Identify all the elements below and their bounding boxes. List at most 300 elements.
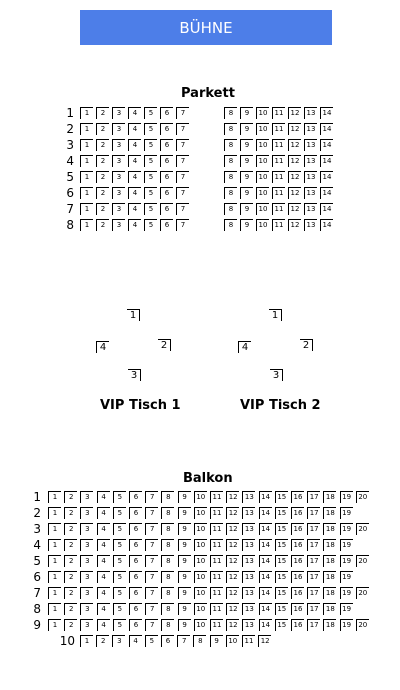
balkon-seat[interactable] bbox=[113, 507, 126, 519]
balkon-seat[interactable] bbox=[194, 491, 207, 503]
parkett-seat[interactable] bbox=[224, 123, 237, 135]
parkett-seat[interactable] bbox=[128, 203, 141, 215]
parkett-seat[interactable] bbox=[80, 123, 93, 135]
balkon-seat[interactable] bbox=[113, 555, 126, 567]
balkon-seat[interactable] bbox=[194, 571, 207, 583]
parkett-seat[interactable] bbox=[272, 203, 285, 215]
parkett-seat[interactable] bbox=[304, 123, 317, 135]
balkon-seat[interactable] bbox=[226, 507, 239, 519]
balkon-seat[interactable] bbox=[275, 523, 288, 535]
balkon-seat[interactable] bbox=[97, 507, 110, 519]
parkett-seat[interactable] bbox=[112, 219, 125, 231]
parkett-seat[interactable] bbox=[144, 203, 157, 215]
balkon-seat[interactable] bbox=[161, 603, 174, 615]
balkon-seat[interactable] bbox=[64, 603, 77, 615]
balkon-seat[interactable] bbox=[226, 619, 239, 631]
parkett-seat[interactable] bbox=[288, 171, 301, 183]
parkett-seat[interactable] bbox=[144, 139, 157, 151]
balkon-seat[interactable] bbox=[193, 635, 206, 647]
parkett-seat[interactable] bbox=[128, 139, 141, 151]
balkon-seat[interactable] bbox=[323, 491, 336, 503]
balkon-seat[interactable] bbox=[323, 555, 336, 567]
balkon-seat[interactable] bbox=[323, 539, 336, 551]
parkett-seat[interactable] bbox=[128, 187, 141, 199]
parkett-seat[interactable] bbox=[224, 187, 237, 199]
vip-seat[interactable]: 3 bbox=[128, 369, 141, 381]
balkon-seat[interactable] bbox=[323, 587, 336, 599]
balkon-seat[interactable] bbox=[242, 619, 255, 631]
balkon-seat[interactable] bbox=[96, 635, 109, 647]
parkett-seat[interactable] bbox=[80, 107, 93, 119]
balkon-seat[interactable] bbox=[194, 587, 207, 599]
balkon-seat[interactable] bbox=[113, 619, 126, 631]
balkon-seat[interactable] bbox=[210, 523, 223, 535]
balkon-seat[interactable] bbox=[64, 571, 77, 583]
balkon-seat[interactable] bbox=[259, 555, 272, 567]
balkon-seat[interactable] bbox=[307, 587, 320, 599]
parkett-seat[interactable] bbox=[288, 155, 301, 167]
balkon-seat[interactable] bbox=[48, 587, 61, 599]
parkett-seat[interactable] bbox=[320, 219, 333, 231]
balkon-seat[interactable] bbox=[145, 491, 158, 503]
balkon-seat[interactable] bbox=[323, 571, 336, 583]
parkett-seat[interactable] bbox=[128, 219, 141, 231]
balkon-seat[interactable] bbox=[210, 539, 223, 551]
balkon-seat[interactable] bbox=[210, 555, 223, 567]
parkett-seat[interactable] bbox=[256, 123, 269, 135]
parkett-seat[interactable] bbox=[144, 219, 157, 231]
parkett-seat[interactable] bbox=[288, 107, 301, 119]
balkon-seat[interactable] bbox=[259, 491, 272, 503]
balkon-seat[interactable] bbox=[259, 539, 272, 551]
parkett-seat[interactable] bbox=[112, 123, 125, 135]
balkon-seat[interactable] bbox=[64, 523, 77, 535]
parkett-seat[interactable] bbox=[240, 123, 253, 135]
balkon-seat[interactable] bbox=[275, 539, 288, 551]
parkett-seat[interactable] bbox=[160, 171, 173, 183]
balkon-seat[interactable] bbox=[178, 571, 191, 583]
balkon-seat[interactable] bbox=[259, 619, 272, 631]
balkon-seat[interactable] bbox=[113, 571, 126, 583]
parkett-seat[interactable] bbox=[144, 107, 157, 119]
balkon-seat[interactable] bbox=[129, 635, 142, 647]
balkon-seat[interactable] bbox=[291, 555, 304, 567]
parkett-seat[interactable] bbox=[96, 171, 109, 183]
balkon-seat[interactable] bbox=[356, 555, 369, 567]
balkon-seat[interactable] bbox=[307, 491, 320, 503]
balkon-seat[interactable] bbox=[145, 587, 158, 599]
balkon-seat[interactable] bbox=[145, 603, 158, 615]
balkon-seat[interactable] bbox=[194, 507, 207, 519]
balkon-seat[interactable] bbox=[226, 571, 239, 583]
parkett-seat[interactable] bbox=[256, 219, 269, 231]
balkon-seat[interactable] bbox=[145, 507, 158, 519]
balkon-seat[interactable] bbox=[80, 635, 93, 647]
parkett-seat[interactable] bbox=[272, 187, 285, 199]
vip-seat[interactable]: 2 bbox=[300, 339, 313, 351]
balkon-seat[interactable] bbox=[291, 539, 304, 551]
balkon-seat[interactable] bbox=[80, 507, 93, 519]
parkett-seat[interactable] bbox=[80, 155, 93, 167]
balkon-seat[interactable] bbox=[64, 507, 77, 519]
balkon-seat[interactable] bbox=[129, 571, 142, 583]
balkon-seat[interactable] bbox=[291, 619, 304, 631]
parkett-seat[interactable] bbox=[160, 187, 173, 199]
parkett-seat[interactable] bbox=[160, 123, 173, 135]
parkett-seat[interactable] bbox=[320, 139, 333, 151]
balkon-seat[interactable] bbox=[194, 619, 207, 631]
balkon-seat[interactable] bbox=[323, 507, 336, 519]
balkon-seat[interactable] bbox=[340, 619, 353, 631]
balkon-seat[interactable] bbox=[291, 491, 304, 503]
parkett-seat[interactable] bbox=[288, 203, 301, 215]
balkon-seat[interactable] bbox=[242, 539, 255, 551]
parkett-seat[interactable] bbox=[96, 219, 109, 231]
balkon-seat[interactable] bbox=[129, 523, 142, 535]
parkett-seat[interactable] bbox=[272, 219, 285, 231]
parkett-seat[interactable] bbox=[80, 203, 93, 215]
balkon-seat[interactable] bbox=[161, 507, 174, 519]
balkon-seat[interactable] bbox=[210, 635, 223, 647]
balkon-seat[interactable] bbox=[356, 523, 369, 535]
parkett-seat[interactable] bbox=[272, 107, 285, 119]
parkett-seat[interactable] bbox=[320, 123, 333, 135]
balkon-seat[interactable] bbox=[97, 619, 110, 631]
balkon-seat[interactable] bbox=[80, 491, 93, 503]
balkon-seat[interactable] bbox=[80, 555, 93, 567]
balkon-seat[interactable] bbox=[64, 587, 77, 599]
parkett-seat[interactable] bbox=[240, 171, 253, 183]
balkon-seat[interactable] bbox=[291, 571, 304, 583]
balkon-seat[interactable] bbox=[178, 539, 191, 551]
balkon-seat[interactable] bbox=[64, 539, 77, 551]
balkon-seat[interactable] bbox=[161, 587, 174, 599]
balkon-seat[interactable] bbox=[48, 603, 61, 615]
parkett-seat[interactable] bbox=[96, 123, 109, 135]
balkon-seat[interactable] bbox=[113, 491, 126, 503]
parkett-seat[interactable] bbox=[256, 107, 269, 119]
balkon-seat[interactable] bbox=[226, 523, 239, 535]
parkett-seat[interactable] bbox=[176, 155, 189, 167]
balkon-seat[interactable] bbox=[307, 539, 320, 551]
balkon-seat[interactable] bbox=[242, 523, 255, 535]
balkon-seat[interactable] bbox=[340, 603, 353, 615]
parkett-seat[interactable] bbox=[176, 107, 189, 119]
balkon-seat[interactable] bbox=[80, 603, 93, 615]
parkett-seat[interactable] bbox=[80, 171, 93, 183]
vip-seat[interactable]: 3 bbox=[270, 369, 283, 381]
parkett-seat[interactable] bbox=[176, 203, 189, 215]
balkon-seat[interactable] bbox=[161, 635, 174, 647]
parkett-seat[interactable] bbox=[272, 171, 285, 183]
balkon-seat[interactable] bbox=[307, 571, 320, 583]
parkett-seat[interactable] bbox=[224, 107, 237, 119]
parkett-seat[interactable] bbox=[304, 155, 317, 167]
balkon-seat[interactable] bbox=[291, 603, 304, 615]
balkon-seat[interactable] bbox=[226, 603, 239, 615]
balkon-seat[interactable] bbox=[356, 587, 369, 599]
balkon-seat[interactable] bbox=[161, 619, 174, 631]
balkon-seat[interactable] bbox=[323, 603, 336, 615]
balkon-seat[interactable] bbox=[48, 619, 61, 631]
parkett-seat[interactable] bbox=[288, 219, 301, 231]
balkon-seat[interactable] bbox=[258, 635, 271, 647]
balkon-seat[interactable] bbox=[259, 587, 272, 599]
parkett-seat[interactable] bbox=[144, 123, 157, 135]
balkon-seat[interactable] bbox=[242, 571, 255, 583]
balkon-seat[interactable] bbox=[242, 603, 255, 615]
balkon-seat[interactable] bbox=[242, 635, 255, 647]
parkett-seat[interactable] bbox=[128, 155, 141, 167]
parkett-seat[interactable] bbox=[112, 139, 125, 151]
balkon-seat[interactable] bbox=[259, 523, 272, 535]
balkon-seat[interactable] bbox=[226, 635, 239, 647]
balkon-seat[interactable] bbox=[80, 523, 93, 535]
balkon-seat[interactable] bbox=[291, 507, 304, 519]
balkon-seat[interactable] bbox=[145, 523, 158, 535]
balkon-seat[interactable] bbox=[259, 571, 272, 583]
balkon-seat[interactable] bbox=[210, 491, 223, 503]
balkon-seat[interactable] bbox=[340, 491, 353, 503]
balkon-seat[interactable] bbox=[145, 555, 158, 567]
parkett-seat[interactable] bbox=[96, 203, 109, 215]
balkon-seat[interactable] bbox=[48, 555, 61, 567]
balkon-seat[interactable] bbox=[129, 555, 142, 567]
parkett-seat[interactable] bbox=[240, 107, 253, 119]
balkon-seat[interactable] bbox=[275, 619, 288, 631]
balkon-seat[interactable] bbox=[97, 491, 110, 503]
parkett-seat[interactable] bbox=[288, 139, 301, 151]
parkett-seat[interactable] bbox=[240, 139, 253, 151]
balkon-seat[interactable] bbox=[97, 555, 110, 567]
balkon-seat[interactable] bbox=[178, 507, 191, 519]
balkon-seat[interactable] bbox=[356, 491, 369, 503]
parkett-seat[interactable] bbox=[320, 187, 333, 199]
balkon-seat[interactable] bbox=[129, 491, 142, 503]
balkon-seat[interactable] bbox=[178, 619, 191, 631]
balkon-seat[interactable] bbox=[210, 587, 223, 599]
parkett-seat[interactable] bbox=[256, 203, 269, 215]
balkon-seat[interactable] bbox=[113, 603, 126, 615]
parkett-seat[interactable] bbox=[176, 139, 189, 151]
balkon-seat[interactable] bbox=[97, 603, 110, 615]
parkett-seat[interactable] bbox=[160, 155, 173, 167]
balkon-seat[interactable] bbox=[161, 539, 174, 551]
balkon-seat[interactable] bbox=[275, 555, 288, 567]
balkon-seat[interactable] bbox=[194, 603, 207, 615]
parkett-seat[interactable] bbox=[240, 187, 253, 199]
parkett-seat[interactable] bbox=[112, 107, 125, 119]
parkett-seat[interactable] bbox=[304, 187, 317, 199]
balkon-seat[interactable] bbox=[340, 523, 353, 535]
parkett-seat[interactable] bbox=[224, 171, 237, 183]
balkon-seat[interactable] bbox=[145, 539, 158, 551]
balkon-seat[interactable] bbox=[356, 619, 369, 631]
balkon-seat[interactable] bbox=[242, 555, 255, 567]
balkon-seat[interactable] bbox=[97, 587, 110, 599]
balkon-seat[interactable] bbox=[291, 523, 304, 535]
parkett-seat[interactable] bbox=[80, 139, 93, 151]
parkett-seat[interactable] bbox=[176, 171, 189, 183]
balkon-seat[interactable] bbox=[275, 491, 288, 503]
parkett-seat[interactable] bbox=[320, 171, 333, 183]
balkon-seat[interactable] bbox=[226, 555, 239, 567]
parkett-seat[interactable] bbox=[176, 123, 189, 135]
parkett-seat[interactable] bbox=[96, 155, 109, 167]
balkon-seat[interactable] bbox=[210, 603, 223, 615]
balkon-seat[interactable] bbox=[178, 587, 191, 599]
balkon-seat[interactable] bbox=[226, 491, 239, 503]
balkon-seat[interactable] bbox=[129, 539, 142, 551]
parkett-seat[interactable] bbox=[224, 219, 237, 231]
parkett-seat[interactable] bbox=[320, 107, 333, 119]
balkon-seat[interactable] bbox=[64, 555, 77, 567]
balkon-seat[interactable] bbox=[242, 587, 255, 599]
parkett-seat[interactable] bbox=[304, 203, 317, 215]
balkon-seat[interactable] bbox=[340, 555, 353, 567]
balkon-seat[interactable] bbox=[129, 603, 142, 615]
parkett-seat[interactable] bbox=[288, 123, 301, 135]
balkon-seat[interactable] bbox=[129, 587, 142, 599]
balkon-seat[interactable] bbox=[129, 507, 142, 519]
balkon-seat[interactable] bbox=[242, 491, 255, 503]
parkett-seat[interactable] bbox=[272, 155, 285, 167]
parkett-seat[interactable] bbox=[256, 187, 269, 199]
parkett-seat[interactable] bbox=[224, 139, 237, 151]
balkon-seat[interactable] bbox=[178, 523, 191, 535]
parkett-seat[interactable] bbox=[256, 155, 269, 167]
parkett-seat[interactable] bbox=[80, 187, 93, 199]
balkon-seat[interactable] bbox=[194, 523, 207, 535]
vip-seat[interactable]: 1 bbox=[269, 309, 282, 321]
balkon-seat[interactable] bbox=[340, 507, 353, 519]
balkon-seat[interactable] bbox=[113, 587, 126, 599]
balkon-seat[interactable] bbox=[307, 507, 320, 519]
balkon-seat[interactable] bbox=[80, 539, 93, 551]
balkon-seat[interactable] bbox=[340, 587, 353, 599]
parkett-seat[interactable] bbox=[272, 123, 285, 135]
balkon-seat[interactable] bbox=[340, 539, 353, 551]
vip-seat[interactable]: 1 bbox=[127, 309, 140, 321]
balkon-seat[interactable] bbox=[48, 539, 61, 551]
parkett-seat[interactable] bbox=[96, 139, 109, 151]
parkett-seat[interactable] bbox=[160, 203, 173, 215]
balkon-seat[interactable] bbox=[194, 555, 207, 567]
balkon-seat[interactable] bbox=[145, 619, 158, 631]
balkon-seat[interactable] bbox=[275, 507, 288, 519]
balkon-seat[interactable] bbox=[161, 523, 174, 535]
balkon-seat[interactable] bbox=[275, 587, 288, 599]
parkett-seat[interactable] bbox=[224, 203, 237, 215]
balkon-seat[interactable] bbox=[307, 619, 320, 631]
balkon-seat[interactable] bbox=[113, 539, 126, 551]
balkon-seat[interactable] bbox=[48, 507, 61, 519]
parkett-seat[interactable] bbox=[112, 187, 125, 199]
balkon-seat[interactable] bbox=[275, 571, 288, 583]
balkon-seat[interactable] bbox=[226, 587, 239, 599]
parkett-seat[interactable] bbox=[320, 203, 333, 215]
balkon-seat[interactable] bbox=[323, 619, 336, 631]
balkon-seat[interactable] bbox=[48, 571, 61, 583]
balkon-seat[interactable] bbox=[97, 523, 110, 535]
balkon-seat[interactable] bbox=[129, 619, 142, 631]
balkon-seat[interactable] bbox=[64, 491, 77, 503]
parkett-seat[interactable] bbox=[144, 155, 157, 167]
parkett-seat[interactable] bbox=[304, 139, 317, 151]
balkon-seat[interactable] bbox=[323, 523, 336, 535]
parkett-seat[interactable] bbox=[80, 219, 93, 231]
parkett-seat[interactable] bbox=[176, 187, 189, 199]
balkon-seat[interactable] bbox=[161, 491, 174, 503]
parkett-seat[interactable] bbox=[128, 171, 141, 183]
balkon-seat[interactable] bbox=[210, 571, 223, 583]
balkon-seat[interactable] bbox=[80, 571, 93, 583]
balkon-seat[interactable] bbox=[259, 507, 272, 519]
balkon-seat[interactable] bbox=[80, 619, 93, 631]
balkon-seat[interactable] bbox=[48, 491, 61, 503]
balkon-seat[interactable] bbox=[177, 635, 190, 647]
parkett-seat[interactable] bbox=[288, 187, 301, 199]
balkon-seat[interactable] bbox=[242, 507, 255, 519]
balkon-seat[interactable] bbox=[210, 507, 223, 519]
balkon-seat[interactable] bbox=[48, 523, 61, 535]
parkett-seat[interactable] bbox=[176, 219, 189, 231]
parkett-seat[interactable] bbox=[160, 219, 173, 231]
balkon-seat[interactable] bbox=[145, 635, 158, 647]
parkett-seat[interactable] bbox=[240, 203, 253, 215]
parkett-seat[interactable] bbox=[320, 155, 333, 167]
balkon-seat[interactable] bbox=[226, 539, 239, 551]
parkett-seat[interactable] bbox=[240, 155, 253, 167]
parkett-seat[interactable] bbox=[144, 171, 157, 183]
balkon-seat[interactable] bbox=[80, 587, 93, 599]
balkon-seat[interactable] bbox=[178, 555, 191, 567]
parkett-seat[interactable] bbox=[304, 171, 317, 183]
balkon-seat[interactable] bbox=[210, 619, 223, 631]
balkon-seat[interactable] bbox=[259, 603, 272, 615]
balkon-seat[interactable] bbox=[194, 539, 207, 551]
balkon-seat[interactable] bbox=[145, 571, 158, 583]
vip-seat[interactable]: 2 bbox=[158, 339, 171, 351]
balkon-seat[interactable] bbox=[112, 635, 125, 647]
balkon-seat[interactable] bbox=[340, 571, 353, 583]
balkon-seat[interactable] bbox=[291, 587, 304, 599]
balkon-seat[interactable] bbox=[275, 603, 288, 615]
parkett-seat[interactable] bbox=[272, 139, 285, 151]
balkon-seat[interactable] bbox=[307, 555, 320, 567]
balkon-seat[interactable] bbox=[97, 539, 110, 551]
parkett-seat[interactable] bbox=[160, 107, 173, 119]
parkett-seat[interactable] bbox=[256, 171, 269, 183]
parkett-seat[interactable] bbox=[96, 187, 109, 199]
balkon-seat[interactable] bbox=[113, 523, 126, 535]
parkett-seat[interactable] bbox=[304, 107, 317, 119]
parkett-seat[interactable] bbox=[96, 107, 109, 119]
balkon-seat[interactable] bbox=[178, 603, 191, 615]
parkett-seat[interactable] bbox=[224, 155, 237, 167]
parkett-seat[interactable] bbox=[144, 187, 157, 199]
parkett-seat[interactable] bbox=[128, 123, 141, 135]
balkon-seat[interactable] bbox=[178, 491, 191, 503]
parkett-seat[interactable] bbox=[240, 219, 253, 231]
parkett-seat[interactable] bbox=[256, 139, 269, 151]
parkett-seat[interactable] bbox=[112, 203, 125, 215]
balkon-seat[interactable] bbox=[97, 571, 110, 583]
parkett-seat[interactable] bbox=[160, 139, 173, 151]
balkon-seat[interactable] bbox=[161, 571, 174, 583]
parkett-seat[interactable] bbox=[128, 107, 141, 119]
vip-seat[interactable]: 4 bbox=[238, 341, 251, 353]
